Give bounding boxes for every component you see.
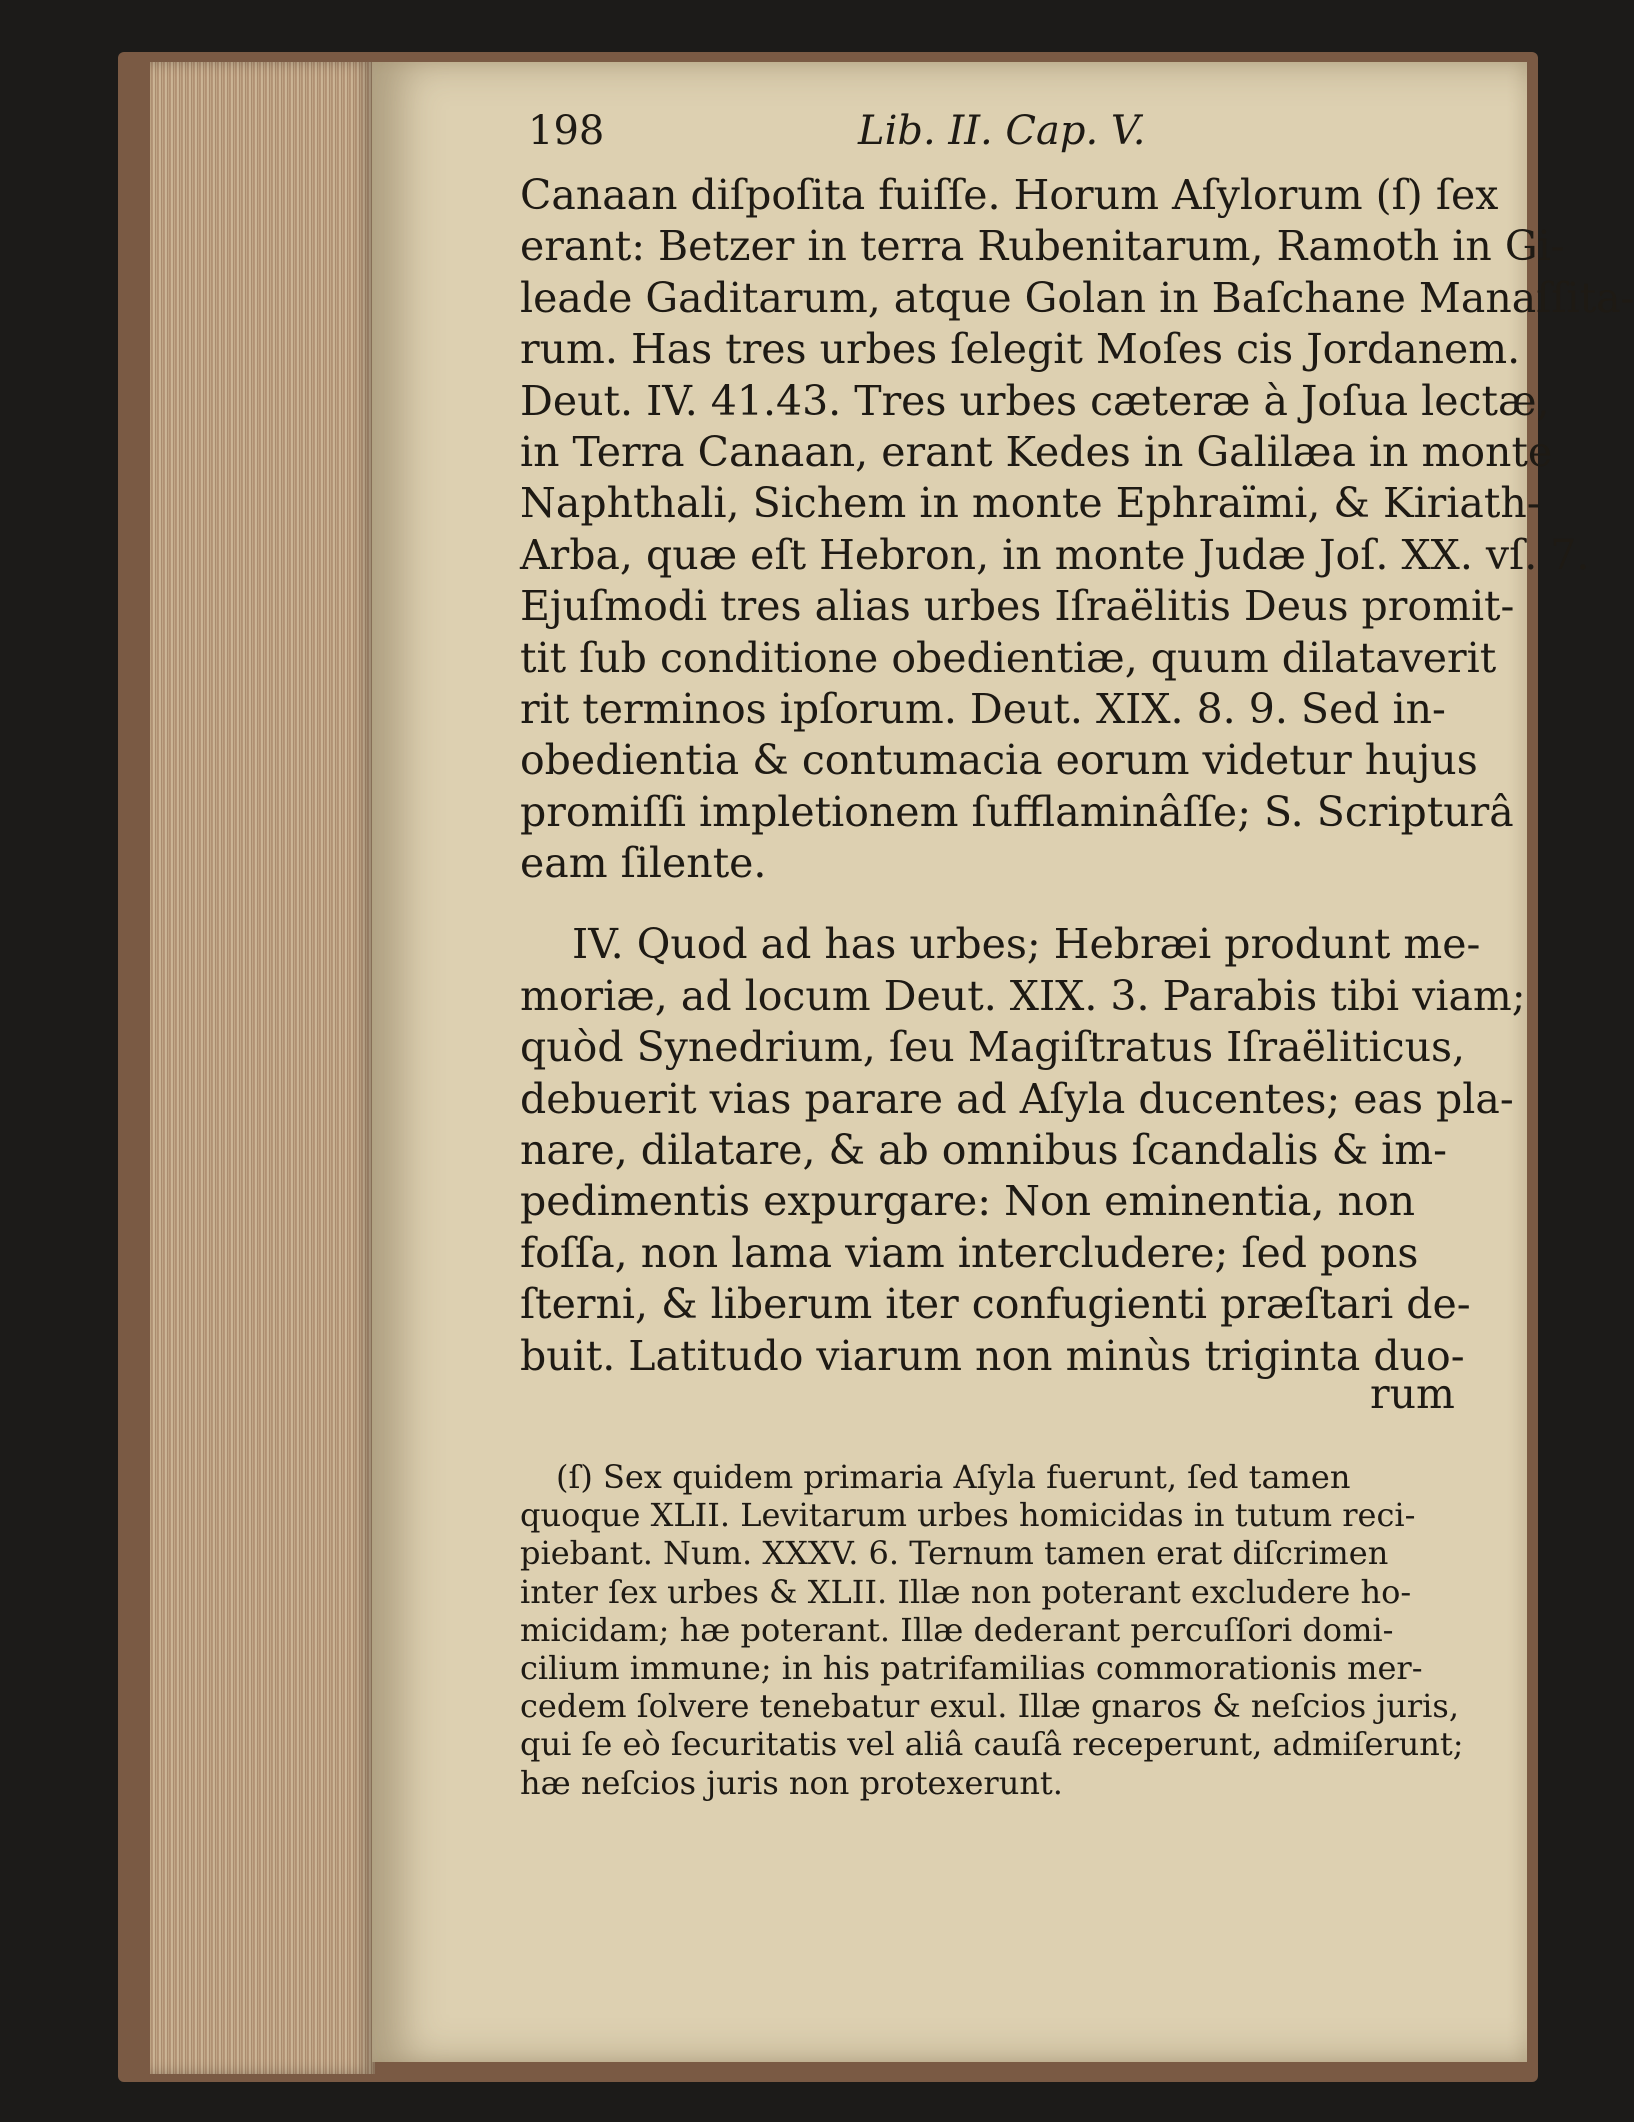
text-line: rum. Has tres urbes ſelegit Moſes cis Jordanem. — [520, 325, 1521, 374]
page-number: 198 — [528, 108, 605, 154]
text-line: nare, dilatare, & ab omnibus ſcandalis & im- — [520, 1126, 1447, 1175]
text-line: Arba, quæ eſt Hebron, in monte Judæ Joſ. XX. vſ. 7. — [520, 530, 1590, 579]
text-line: Canaan diſpoſita fuiſſe. Horum Aſylorum (ſ) ſex — [520, 171, 1499, 219]
footnote-line: hæ neſcios juris non protexerunt. — [520, 1763, 1063, 1802]
main-text — [520, 170, 1634, 1382]
text-line: Deut. IV. 41.43. Tres urbes cæteræ à Joſua lectæ, — [520, 376, 1550, 425]
running-head — [528, 108, 1148, 168]
text-line: tit ſub conditione obedientiæ, quum dilataverit — [520, 633, 1497, 682]
footnote-line: qui ſe eò ſecuritatis vel aliâ cauſâ receperunt, admiſerunt; — [520, 1725, 1464, 1764]
footnote-line: micidam; hæ poterant. Illæ dederant percuſſori domi- — [520, 1610, 1394, 1649]
text-line: foſſa, non lama viam intercludere; ſed pons — [520, 1228, 1419, 1277]
text-line: quòd Synedrium, ſeu Magiſtratus Iſraëliticus, — [520, 1023, 1466, 1072]
text-line: rit terminos ipſorum. Deut. XIX. 8. 9. Sed in- — [520, 684, 1446, 733]
paragraph-gap — [520, 889, 1480, 919]
text-line: obedientia & contumacia eorum videtur hujus — [520, 736, 1478, 785]
text-line: ſterni, & liberum iter confugienti præſtari de- — [520, 1280, 1471, 1329]
catchword: rum — [1370, 1370, 1455, 1418]
text-line: moriæ, ad locum Deut. XIX. 3. Parabis tibi viam; — [520, 971, 1526, 1020]
footnote-line: inter ſex urbes & XLII. Illæ non poterant excludere ho- — [520, 1572, 1412, 1611]
text-line: in Terra Canaan, erant Kedes in Galilæa in monte — [520, 427, 1553, 476]
text-line: Ejuſmodi tres alias urbes Iſraëlitis Deus promit- — [520, 582, 1515, 631]
text-line: pedimentis expurgare: Non eminentia, non — [520, 1177, 1416, 1226]
text-line: Naphthali, Sichem in monte Ephraïmi, & Kiriath- — [520, 479, 1541, 528]
text-line: erant: Betzer in terra Rubenitarum, Ramoth in Gi- — [520, 222, 1565, 271]
footnote-line: (ſ) Sex quidem primaria Aſyla fuerunt, ſed tamen — [556, 1458, 1351, 1496]
footnote-line: cedem ſolvere tenebatur exul. Illæ gnaros & neſcios juris, — [520, 1687, 1459, 1726]
text-line: IV. Quod ad has urbes; Hebræi produnt me- — [572, 920, 1481, 969]
page-edges — [150, 62, 375, 2074]
text-line: buit. Latitudo viarum non minùs triginta duo- — [520, 1331, 1465, 1380]
text-line: debuerit vias parare ad Aſyla ducentes; eas pla- — [520, 1074, 1514, 1123]
footnote — [520, 1458, 1480, 1802]
text-line: leade Gaditarum, atque Golan in Baſchane Manaſſita- — [520, 273, 1634, 322]
footnote-line: quoque XLII. Levitarum urbes homicidas in tutum reci- — [520, 1496, 1416, 1535]
text-line: promiſſi impletionem ſufflaminâſſe; S. Scripturâ — [520, 787, 1514, 836]
chapter-title: Lib. II. Cap. V. — [858, 108, 1146, 154]
footnote-line: piebant. Num. XXXV. 6. Ternum tamen erat diſcrimen — [520, 1534, 1389, 1573]
footnote-line: cilium immune; in his patrifamilias commorationis mer- — [520, 1648, 1423, 1687]
text-line: eam ſilente. — [520, 839, 767, 888]
